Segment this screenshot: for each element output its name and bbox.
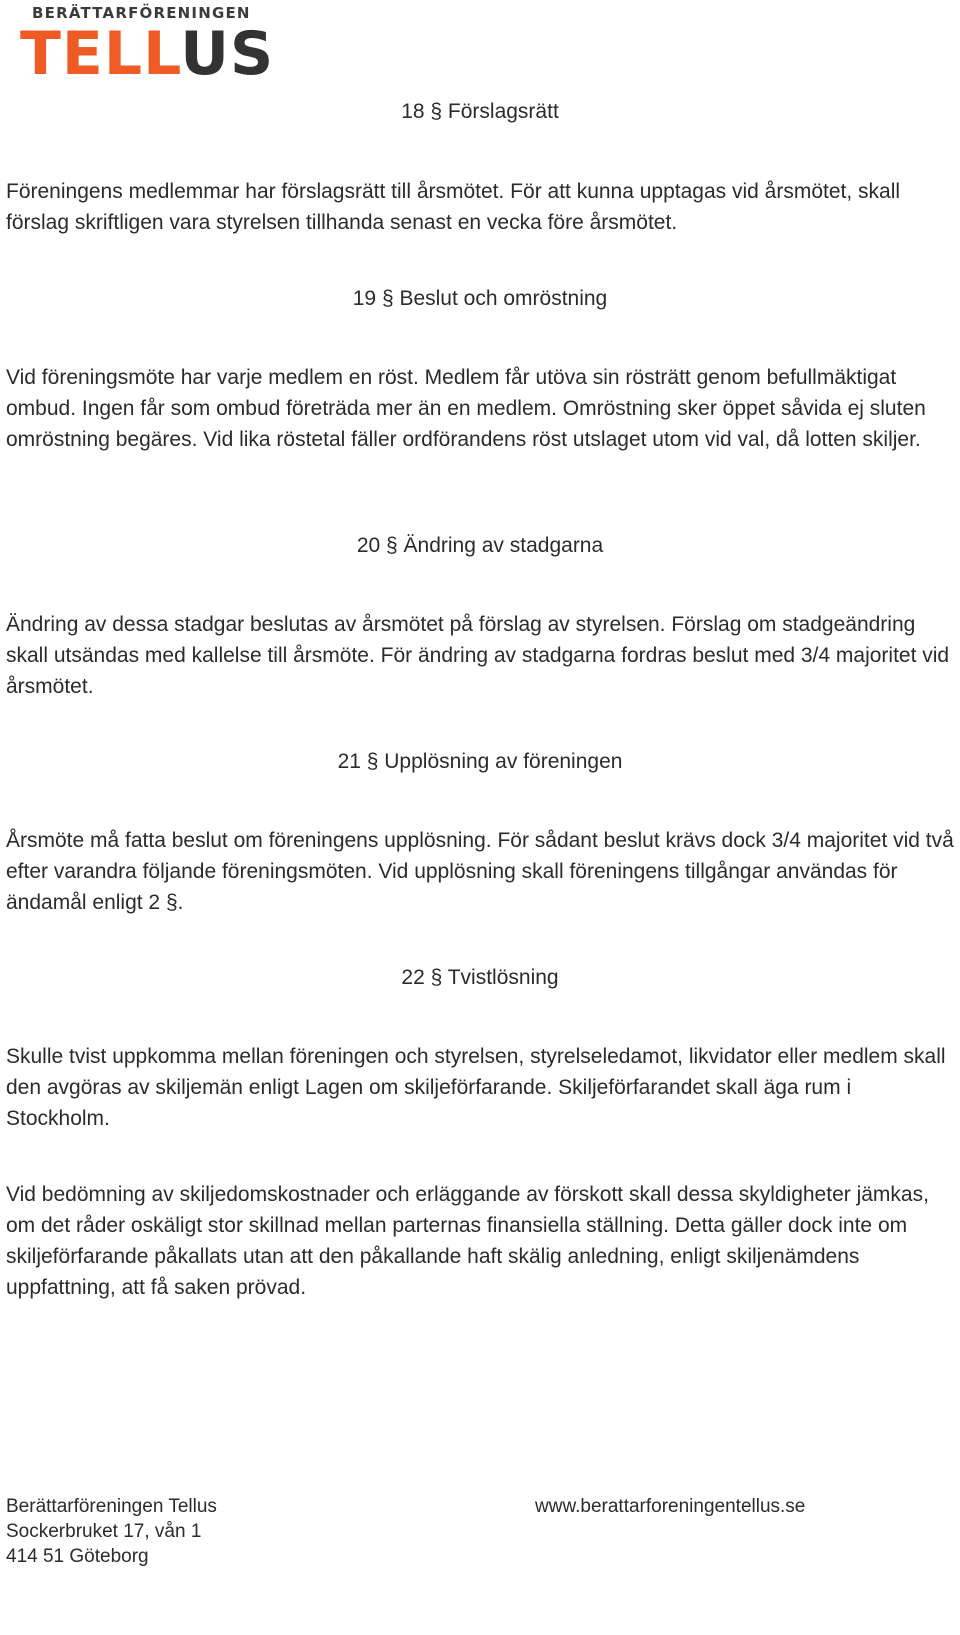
section-paragraph-21: Årsmöte må fatta beslut om föreningens upplösning. För sådant beslut krävs dock 3/4 majoritet vid två efter varandra följande föreningsmöten. Vid upplösning skall föreningens tillgångar användas för ändamål enligt 2 §. bbox=[6, 829, 954, 914]
section-paragraph-22b: Vid bedömning av skiljedomskostnader och erläggande av förskott skall dessa skyldigheter jämkas, om det råder oskäligt stor skillnad mellan parternas finansiella ställning. Detta gäller dock inte om skiljeförfarande påkallats utan att den påkallande haft skälig anledning, enligt skiljenämdens uppfattning, att få saken prövad. bbox=[6, 1183, 929, 1299]
tellus-logo bbox=[20, 4, 275, 89]
section-paragraph-19: Vid föreningsmöte har varje medlem en röst. Medlem får utöva sin rösträtt genom befullmäktigat ombud. Ingen får som ombud företräda mer än en medlem. Omröstning sker öppet såvida ej sluten omröstning begäres. Vid lika röstetal fäller ordförandens röst utslaget utom vid val, då lotten skiljer. bbox=[6, 366, 926, 451]
logo-wordmark-dark: US bbox=[180, 19, 275, 89]
section-paragraph-22a: Skulle tvist uppkomma mellan föreningen och styrelsen, styrelseledamot, likvidator eller medlem skall den avgöras av skiljemän enligt Lagen om skiljeförfarande. Skiljeförfarandet skall äga rum i Stockholm. bbox=[6, 1045, 946, 1130]
footer-address-line1: Sockerbruket 17, vån 1 bbox=[6, 1521, 202, 1542]
section-heading-22: 22 § Tvistlösning bbox=[401, 966, 559, 989]
section-paragraph-18: Föreningens medlemmar har förslagsrätt till årsmötet. För att kunna upptagas vid årsmötet, skall förslag skriftligen vara styrelsen tillhanda senast en vecka före årsmötet. bbox=[6, 180, 901, 234]
section-heading-19: 19 § Beslut och omröstning bbox=[352, 287, 608, 310]
logo-organization-text: BERÄTTARFÖRENINGEN bbox=[32, 4, 251, 22]
logo-wordmark bbox=[20, 19, 275, 89]
logo-wordmark-orange: TELL bbox=[20, 19, 181, 89]
footer-website-link[interactable]: www.berattarforeningentellus.se bbox=[535, 1496, 806, 1517]
section-heading-21: 21 § Upplösning av föreningen bbox=[337, 750, 623, 773]
footer-address-line2: 414 51 Göteborg bbox=[6, 1546, 149, 1567]
section-paragraph-20: Ändring av dessa stadgar beslutas av årsmötet på förslag av styrelsen. Förslag om stadgeändring skall utsändas med kallelse till årsmöte. För ändring av stadgarna fordras beslut med 3/4 majoritet vid årsmötet. bbox=[6, 613, 950, 698]
section-heading-20: 20 § Ändring av stadgarna bbox=[356, 534, 604, 557]
section-heading-18: 18 § Förslagsrätt bbox=[401, 100, 559, 123]
footer-org-name: Berättarföreningen Tellus bbox=[6, 1496, 217, 1517]
